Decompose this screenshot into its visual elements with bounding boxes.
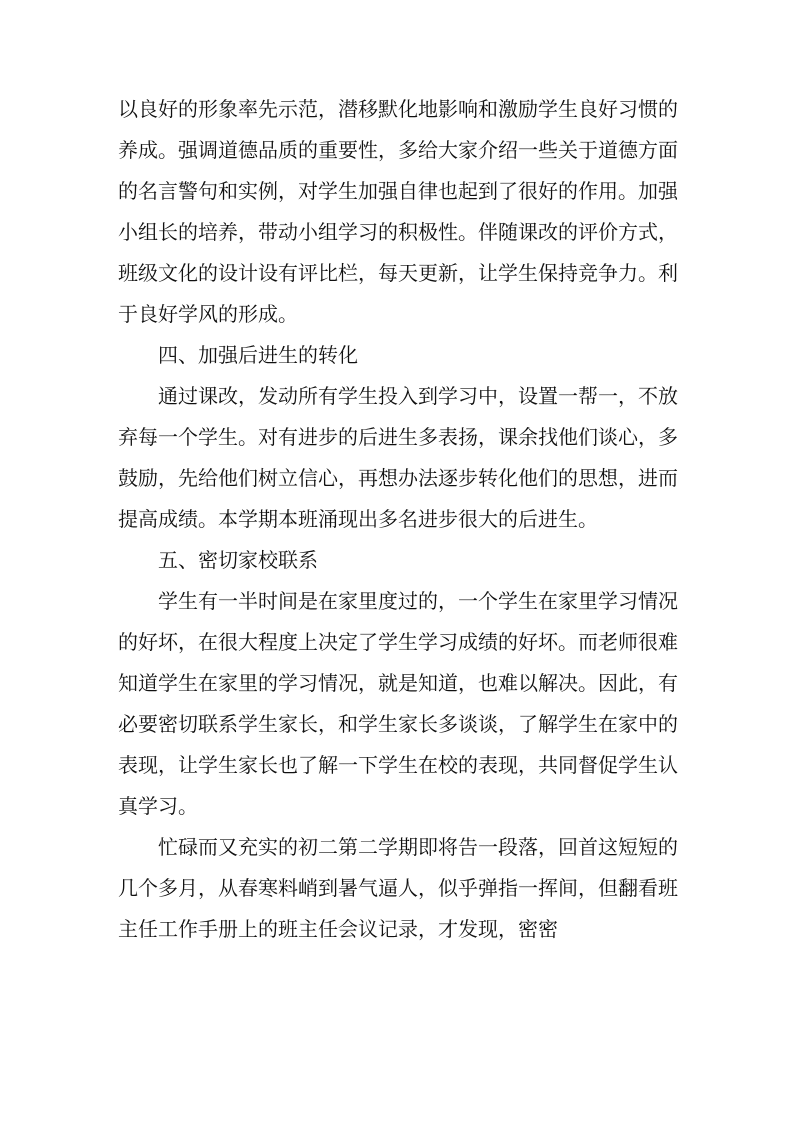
paragraph-section-4: 通过课改，发动所有学生投入到学习中，设置一帮一，不放弃每一个学生。对有进步的后进生多表扬，课余找他们谈心，多鼓励，先给他们树立信心，再想办法逐步转化他们的思想，进而提高成绩。本学期本班涌现出多名进步很大的后进生。 xyxy=(118,384,678,531)
heading-section-4: 四、加强后进生的转化 xyxy=(158,343,358,367)
paragraph-section-5: 学生有一半时间是在家里度过的，一个学生在家里学习情况的好坏，在很大程度上决定了学生学习成绩的好坏。而老师很难知道学生在家里的学习情况，就是知道，也难以解决。因此，有必要密切联系学生家长，和学生家长多谈谈，了解学生在家中的表现，让学生家长也了解一下学生在校的表现，共同督促学生认真学习。 xyxy=(118,589,678,818)
document-body xyxy=(118,89,678,950)
paragraph-closing: 忙碌而又充实的初二第二学期即将告一段落，回首这短短的几个多月，从春寒料峭到暑气逼人，似乎弹指一挥间，但翻看班主任工作手册上的班主任会议记录，才发现，密密 xyxy=(118,835,678,941)
heading-section-5: 五、密切家校联系 xyxy=(158,548,318,572)
paragraph-intro: 以良好的形象率先示范，潜移默化地影响和激励学生良好习惯的养成。强调道德品质的重要性，多给大家介绍一些关于道德方面的名言警句和实例，对学生加强自律也起到了很好的作用。加强小组长的培养，带动小组学习的积极性。伴随课改的评价方式，班级文化的设计设有评比栏，每天更新，让学生保持竞争力。利于良好学风的形成。 xyxy=(118,97,678,326)
